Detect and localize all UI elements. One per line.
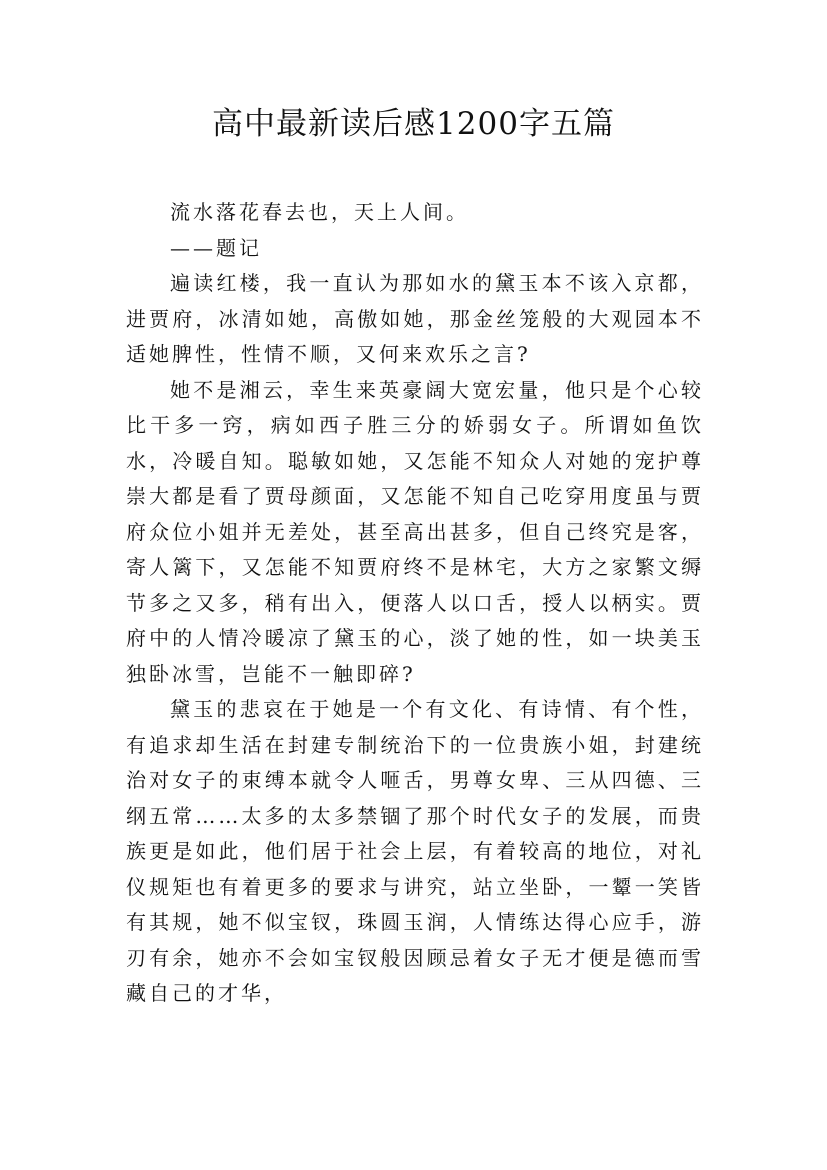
paragraph-2: 她不是湘云，幸生来英豪阔大宽宏量，他只是个心较比干多一窍，病如西子胜三分的娇弱女子。所谓如鱼饮水，冷暖自知。聪敏如她，又怎能不知众人对她的宠护尊崇大都是看了贾母颜面，又怎能不知自己吃穿用度虽与贾府众位小姐并无差处，甚至高出甚多，但自己终究是客，寄人篱下，又怎能不知贾府终不是林宅，大方之家繁文缛节多之又多，稍有出入，便落人以口舌，授人以柄实。贾府中的人情冷暖凉了黛玉的心，淡了她的性，如一块美玉独卧冰雪，岂能不一触即碎? — [126, 377, 704, 686]
document-body — [126, 195, 704, 1012]
epigraph-line: 流水落花春去也，天上人间。 — [170, 200, 469, 224]
paragraph-1: 遍读红楼，我一直认为那如水的黛玉本不该入京都，进贾府，冰清如她，高傲如她，那金丝笼般的大观园本不适她脾性，性情不顺，又何来欢乐之言? — [126, 271, 704, 366]
document-title: 高中最新读后感1200字五篇 — [212, 106, 615, 142]
paragraph-3: 黛玉的悲哀在于她是一个有文化、有诗情、有个性，有追求却生活在封建专制统治下的一位贵族小姐，封建统治对女子的束缚本就令人咂舌，男尊女卑、三从四德、三纲五常……太多的太多禁锢了那个时代女子的发展，而贵族更是如此，他们居于社会上层，有着较高的地位，对礼仪规矩也有着更多的要求与讲究，站立坐卧，一颦一笑皆有其规，她不似宝钗，珠圆玉润，人情练达得心应手，游刃有余，她亦不会如宝钗般因顾忌着女子无才便是德而雪藏自己的才华， — [126, 697, 704, 1005]
epigraph-attribution: ——题记 — [170, 235, 262, 260]
